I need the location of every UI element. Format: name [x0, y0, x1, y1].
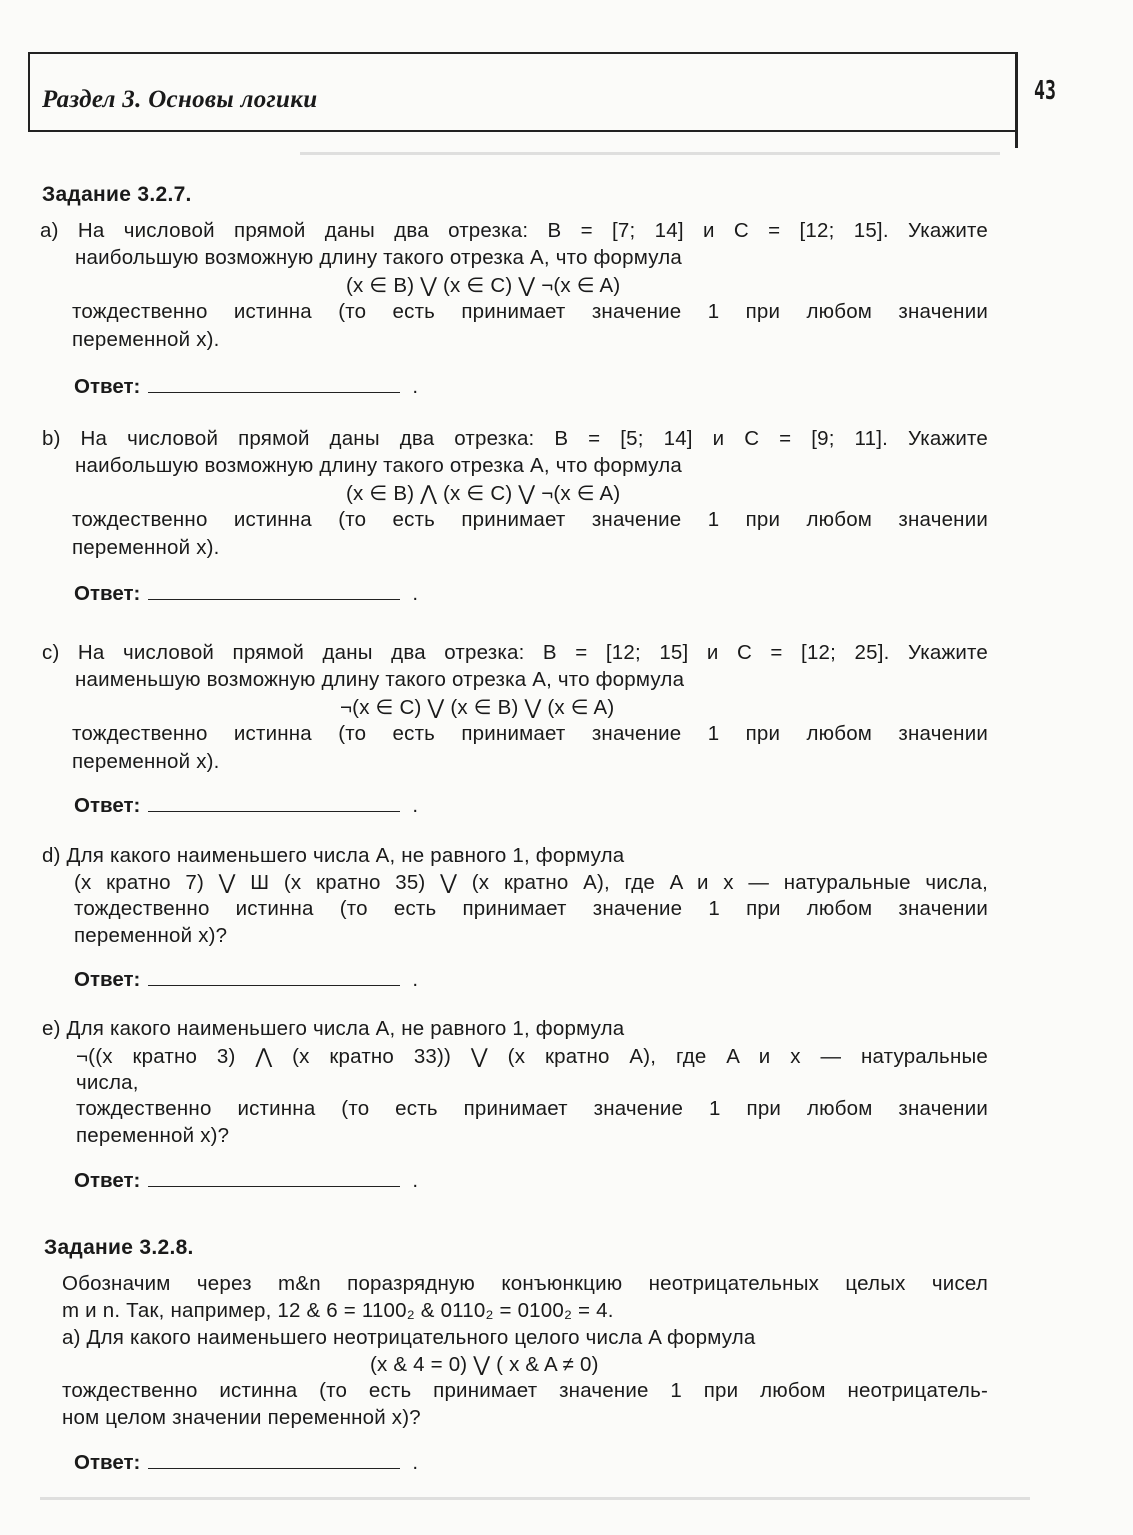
- task2-line-5: ном целом значении переменной x)?: [62, 1406, 421, 1429]
- answer-blank[interactable]: [148, 967, 400, 986]
- task-c-line-3: тождественно истинна (то есть принимает значение 1 при любом значении: [72, 722, 988, 745]
- task-a-line-3: тождественно истинна (то есть принимает значение 1 при любом значении: [72, 300, 988, 323]
- task-title-3-2-8: Задание 3.2.8.: [44, 1236, 194, 1259]
- task-e-line-1: e) Для какого наименьшего числа A, не равного 1, формула: [42, 1017, 625, 1040]
- task-a-line-2: наибольшую возможную длину такого отрезка A, что формула: [75, 246, 683, 269]
- task-title-3-2-7: Задание 3.2.7.: [42, 183, 192, 206]
- task-b-line-3: тождественно истинна (то есть принимает значение 1 при любом значении: [72, 508, 988, 531]
- answer-label: Ответ:: [74, 1169, 141, 1192]
- task2-line-1: Обозначим через m&n поразрядную конъюнкцию неотрицательных целых чисел: [62, 1272, 988, 1295]
- answer-d[interactable]: [74, 967, 418, 992]
- answer-label: Ответ:: [74, 794, 141, 817]
- task-b-line-2: наибольшую возможную длину такого отрезка A, что формула: [75, 454, 683, 477]
- header-box-tick: [1015, 130, 1018, 148]
- task-e-line-5: переменной x)?: [76, 1124, 230, 1147]
- task-c-formula: ¬(x ∈ C) ⋁ (x ∈ B) ⋁ (x ∈ A): [340, 696, 615, 719]
- answer-dot: .: [412, 794, 419, 817]
- answer-dot: .: [412, 582, 419, 605]
- answer-a[interactable]: [74, 374, 418, 399]
- task2-line-4: тождественно истинна (то есть принимает значение 1 при любом неотрицатель-: [62, 1379, 988, 1402]
- task2-line-2: m и n. Так, например, 12 & 6 = 1100₂ & 0110₂ = 0100₂ = 4.: [62, 1299, 614, 1322]
- task-c-line-1: c) На числовой прямой даны два отрезка: B = [12; 15] и C = [12; 25]. Укажите: [42, 641, 988, 664]
- answer-label: Ответ:: [74, 375, 141, 398]
- task-d-line-1: d) Для какого наименьшего числа A, не равного 1, формула: [42, 844, 625, 867]
- answer-dot: .: [412, 968, 419, 991]
- answer-blank[interactable]: [148, 1168, 400, 1187]
- task-a-formula: (x ∈ B) ⋁ (x ∈ C) ⋁ ¬(x ∈ A): [346, 274, 621, 297]
- answer-blank[interactable]: [148, 374, 400, 393]
- task-b-formula: (x ∈ B) ⋀ (x ∈ C) ⋁ ¬(x ∈ A): [346, 482, 621, 505]
- answer-c[interactable]: [74, 793, 418, 818]
- answer-blank[interactable]: [148, 581, 400, 600]
- task-c-line-2: наименьшую возможную длину такого отрезка A, что формула: [75, 668, 685, 691]
- task2-line-3: a) Для какого наименьшего неотрицательного целого числа A формула: [62, 1326, 756, 1349]
- task-e-line-3: числа,: [76, 1071, 139, 1094]
- task-b-line-1: b) На числовой прямой даны два отрезка: B = [5; 14] и C = [9; 11]. Укажите: [42, 427, 988, 450]
- answer-b[interactable]: [74, 581, 418, 606]
- answer-e[interactable]: [74, 1168, 418, 1193]
- answer-label: Ответ:: [74, 582, 141, 605]
- answer-label: Ответ:: [74, 1451, 141, 1474]
- answer-dot: .: [412, 1169, 419, 1192]
- task-e-line-4: тождественно истинна (то есть принимает значение 1 при любом значении: [76, 1097, 988, 1120]
- section-header-box: [28, 52, 1018, 132]
- task-c-line-4: переменной x).: [72, 750, 220, 773]
- scan-noise: [40, 1497, 1030, 1500]
- answer-label: Ответ:: [74, 968, 141, 991]
- answer-task2[interactable]: [74, 1450, 418, 1475]
- answer-dot: .: [412, 375, 419, 398]
- task-d-line-4: переменной x)?: [74, 924, 228, 947]
- answer-blank[interactable]: [148, 793, 400, 812]
- task-a-line-4: переменной x).: [72, 328, 220, 351]
- page-number: 43: [1034, 76, 1056, 106]
- answer-blank[interactable]: [148, 1450, 400, 1469]
- task-d-line-2: (x кратно 7) ⋁ Ш (x кратно 35) ⋁ (x кратно A), где A и x — натуральные числа,: [74, 871, 988, 894]
- task-d-line-3: тождественно истинна (то есть принимает значение 1 при любом значении: [74, 897, 988, 920]
- section-title: Раздел 3. Основы логики: [42, 86, 318, 113]
- task2-formula: (x & 4 = 0) ⋁ ( x & A ≠ 0): [370, 1353, 599, 1376]
- answer-dot: .: [412, 1451, 419, 1474]
- task-b-line-4: переменной x).: [72, 536, 220, 559]
- task-a-line-1: a) На числовой прямой даны два отрезка: B = [7; 14] и C = [12; 15]. Укажите: [40, 219, 988, 242]
- scan-noise: [300, 152, 1000, 155]
- task-e-line-2: ¬((x кратно 3) ⋀ (x кратно 33)) ⋁ (x кратно A), где A и x — натуральные: [76, 1045, 988, 1068]
